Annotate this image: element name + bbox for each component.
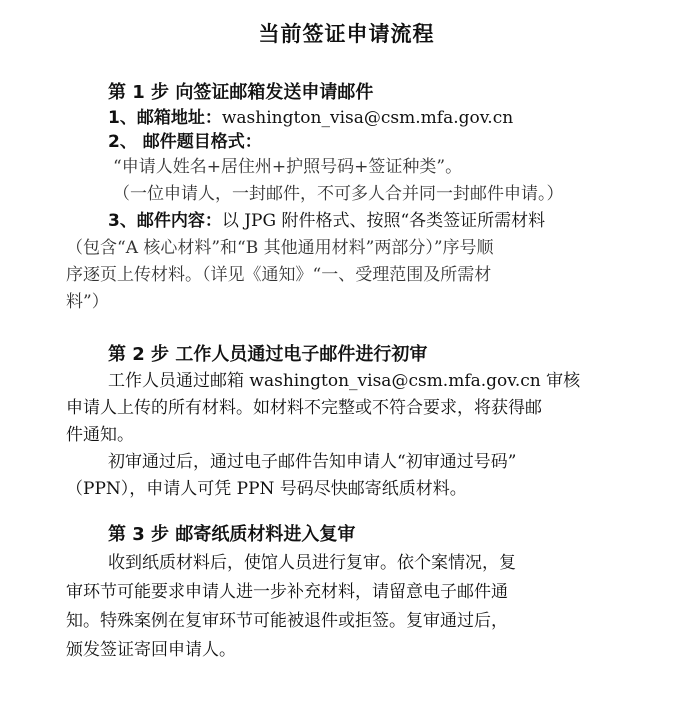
step2-paragraph1-line2: 申请人上传的所有材料。如材料不完整或不符合要求，将获得邮 <box>66 398 542 418</box>
step3-line1: 收到纸质材料后，使馆人员进行复审。依个案情况，复 <box>108 553 516 573</box>
email-address-value: washington_visa@csm.mfa.gov.cn <box>221 108 514 128</box>
subject-format-text: “申请人姓名+居住州+护照号码+签证种类”。 <box>113 157 463 177</box>
mail-content-line2: （包含“A 核心材料”和“B 其他通用材料”两部分）”序号顺 <box>66 238 494 258</box>
mail-content-line1: 以 JPG 附件格式、按照“各类签证所需材料 <box>221 211 546 231</box>
mail-content-line <box>108 210 545 232</box>
step3-line4: 颁发签证寄回申请人。 <box>66 640 236 660</box>
step3-line3: 知。特殊案例在复审环节可能被退件或拒签。复审通过后， <box>66 611 508 631</box>
mail-content-label: 3、邮件内容： <box>108 211 222 231</box>
step3-line2: 审环节可能要求申请人进一步补充材料，请留意电子邮件通 <box>66 582 508 602</box>
step2-paragraph1-line1: 工作人员通过邮箱 washington_visa@csm.mfa.gov.cn 审核 <box>108 371 581 391</box>
email-address-label: 1、邮箱地址： <box>108 108 222 128</box>
step3-heading: 第 3 步 邮寄纸质材料进入复审 <box>108 524 356 545</box>
subject-format-note: （一位申请人，一封邮件，不可多人合并同一封邮件申请。） <box>113 184 564 204</box>
step2-heading: 第 2 步 工作人员通过电子邮件进行初审 <box>108 344 428 365</box>
subject-format-label: 2、 邮件题目格式： <box>108 132 262 152</box>
step2-paragraph1-line3: 件通知。 <box>66 425 134 445</box>
step1-heading: 第 1 步 向签证邮箱发送申请邮件 <box>108 82 374 103</box>
email-address-line <box>108 107 513 129</box>
step2-paragraph2-line2: （PPN），申请人可凭 PPN 号码尽快邮寄纸质材料。 <box>66 479 467 499</box>
page-title: 当前签证申请流程 <box>258 22 435 46</box>
step2-paragraph2-line1: 初审通过后，通过电子邮件告知申请人“初审通过号码” <box>108 452 517 472</box>
mail-content-line3: 序逐页上传材料。（详见《通知》“一、受理范围及所需材 <box>66 265 492 285</box>
mail-content-line4: 料”） <box>66 292 109 312</box>
